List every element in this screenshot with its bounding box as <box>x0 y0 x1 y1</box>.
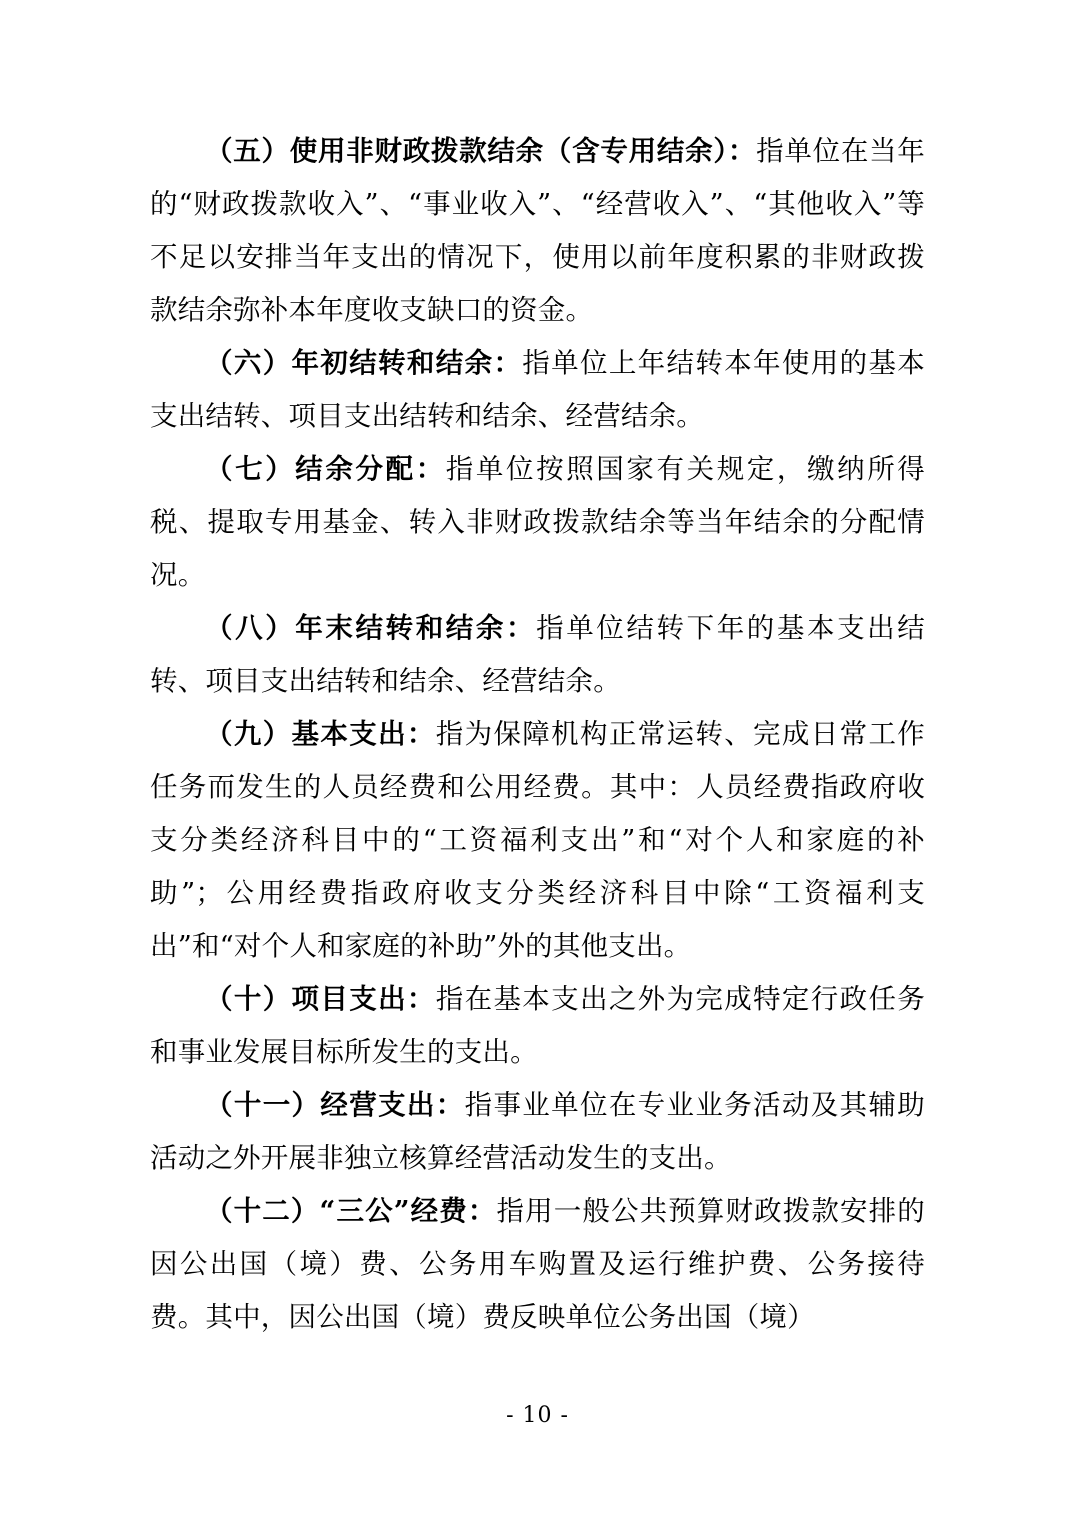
paragraph-7-lead: （七）结余分配： <box>205 453 446 485</box>
paragraph-8 <box>150 602 925 708</box>
paragraph-11-text: 指事业单位在专业业务活动及其辅助活动之外开展非独立核算经营活动发生的支出。 <box>150 1089 925 1174</box>
paragraph-6-text: 指单位上年结转本年使用的基本支出结转、项目支出结转和结余、经营结余。 <box>150 347 925 432</box>
paragraph-10 <box>150 973 925 1079</box>
paragraph-10-lead: （十）项目支出： <box>205 983 436 1015</box>
paragraph-9 <box>150 708 925 973</box>
paragraph-6 <box>150 337 925 443</box>
paragraph-5-lead: （五）使用非财政拨款结余（含专用结余）： <box>205 135 757 167</box>
paragraph-11-lead: （十一）经营支出： <box>205 1089 465 1121</box>
paragraph-7-text: 指单位按照国家有关规定，缴纳所得税、提取专用基金、转入非财政拨款结余等当年结余的分配情况。 <box>150 453 925 591</box>
paragraph-12 <box>150 1185 925 1344</box>
paragraph-10-text: 指在基本支出之外为完成特定行政任务和事业发展目标所发生的支出。 <box>150 983 925 1068</box>
paragraph-8-text: 指单位结转下年的基本支出结转、项目支出结转和结余、经营结余。 <box>150 612 925 697</box>
paragraph-7 <box>150 443 925 602</box>
document-body <box>150 125 925 1344</box>
paragraph-6-lead: （六）年初结转和结余： <box>205 347 523 379</box>
paragraph-5-text: 指单位在当年的“财政拨款收入”、“事业收入”、“经营收入”、“其他收入”等不足以安排当年支出的情况下，使用以前年度积累的非财政拨款结余弥补本年度收支缺口的资金。 <box>150 135 926 326</box>
paragraph-9-text: 指为保障机构正常运转、完成日常工作任务而发生的人员经费和公用经费。其中：人员经费指政府收支分类经济科目中的“工资福利支出”和“对个人和家庭的补助”；公用经费指政府收支分类经济科目中除“工资福利支出”和“对个人和家庭的补助”外的其他支出。 <box>150 718 925 962</box>
paragraph-12-lead: （十二）“三公”经费： <box>205 1195 497 1227</box>
paragraph-5 <box>150 125 925 337</box>
paragraph-12-text: 指用一般公共预算财政拨款安排的因公出国（境）费、公务用车购置及运行维护费、公务接待费。其中，因公出国（境）费反映单位公务出国（境） <box>150 1195 925 1333</box>
paragraph-11 <box>150 1079 925 1185</box>
page-number: - 10 - <box>506 1403 569 1428</box>
paragraph-8-lead: （八）年末结转和结余： <box>205 612 537 644</box>
paragraph-9-lead: （九）基本支出： <box>205 718 436 750</box>
